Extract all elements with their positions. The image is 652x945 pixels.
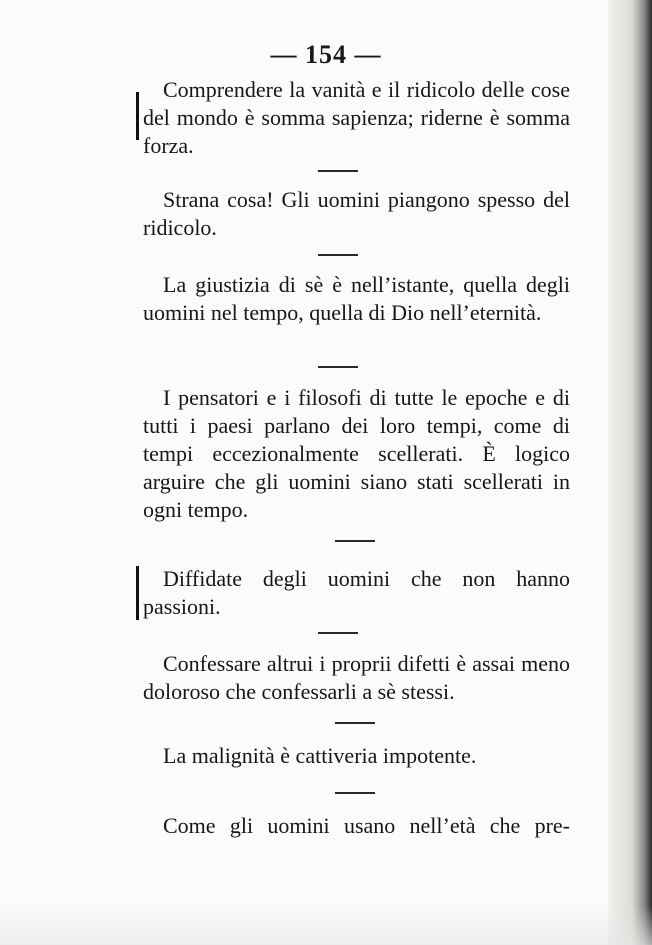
section-separator: [318, 366, 358, 368]
page-edge-shadow: [608, 0, 652, 945]
section-separator: [335, 792, 375, 794]
section-separator: [335, 540, 375, 542]
margin-mark: [136, 92, 139, 140]
aphorism-paragraph: La malignità è cattiveria impotente.: [163, 743, 477, 768]
section-separator: [318, 170, 358, 172]
aphorism-paragraph: Comprendere la vanità e il ridicolo delle cose del mondo è somma sapienza; riderne è somma forza.: [143, 77, 570, 158]
aphorism-paragraph: Confessare altrui i proprii difetti è assai meno doloroso che confessarli a sè stessi.: [143, 651, 570, 704]
aphorism-paragraph: Diffidate degli uomini che non hanno passioni.: [143, 566, 570, 619]
margin-mark: [136, 566, 139, 620]
aphorism-paragraph: I pensatori e i filosofi di tutte le epoche e di tutti i paesi parlano dei loro tempi, come di tempi eccezionalmente scellerati. È logico arguire che gli uomini siano stati scellerati in ogni tempo.: [143, 385, 570, 522]
section-separator: [318, 254, 358, 256]
text-column: [143, 0, 570, 945]
section-separator: [318, 632, 358, 634]
page-number: — 154 —: [270, 40, 382, 69]
aphorism-paragraph: La giustizia di sè è nell’istante, quella degli uomini nel tempo, quella di Dio nell’eternità.: [143, 272, 570, 325]
aphorism-paragraph: Strana cosa! Gli uomini piangono spesso del ridicolo.: [143, 187, 570, 240]
aphorism-paragraph: Come gli uomini usano nell’età che pre-: [163, 813, 570, 838]
section-separator: [335, 722, 375, 724]
